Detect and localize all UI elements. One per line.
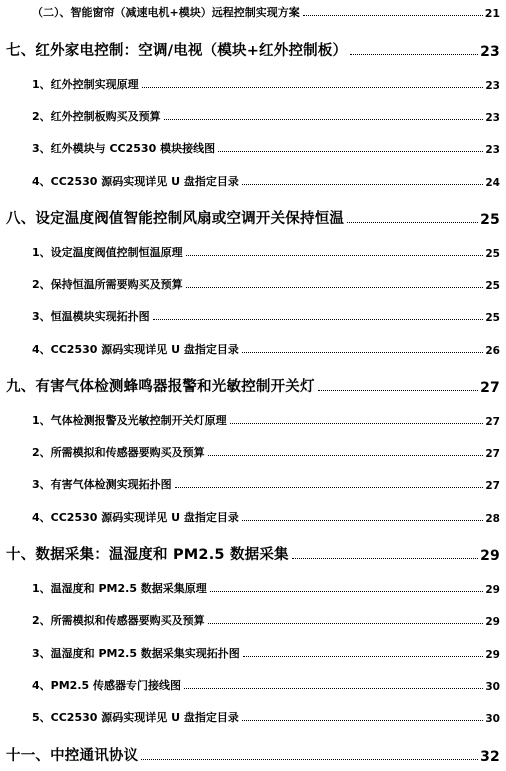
toc-leader-dots bbox=[184, 688, 483, 689]
toc-entry[interactable] bbox=[0, 675, 506, 693]
toc-leader-dots bbox=[175, 487, 484, 488]
toc-leader-dots bbox=[230, 423, 484, 424]
toc-entry[interactable] bbox=[0, 474, 506, 492]
toc-leader-dots bbox=[242, 352, 484, 353]
toc-page-number: 29 bbox=[485, 584, 500, 596]
toc-entry-title: 3、温湿度和 PM2.5 数据采集实现拓扑图 bbox=[32, 647, 240, 660]
toc-leader-dots bbox=[186, 255, 484, 256]
toc-entry[interactable] bbox=[0, 2, 506, 20]
toc-entry[interactable] bbox=[0, 138, 506, 156]
toc-leader-dots bbox=[218, 151, 483, 152]
toc-entry[interactable] bbox=[0, 74, 506, 92]
toc-entry-title: 4、CC2530 源码实现详见 U 盘指定目录 bbox=[32, 511, 239, 524]
toc-entry-title: 2、所需模拟和传感器要购买及预算 bbox=[32, 614, 205, 627]
toc-page-number: 23 bbox=[485, 80, 500, 92]
toc-entry[interactable] bbox=[0, 707, 506, 725]
toc-leader-dots bbox=[292, 558, 478, 559]
toc-entry[interactable] bbox=[0, 242, 506, 260]
toc-page-number: 27 bbox=[485, 480, 500, 492]
toc-entry-title: 3、恒温模块实现拓扑图 bbox=[32, 310, 150, 323]
toc-page-number: 25 bbox=[485, 248, 500, 260]
toc-entry[interactable] bbox=[0, 410, 506, 428]
toc-entry-title: 2、所需模拟和传感器要购买及预算 bbox=[32, 446, 205, 459]
toc-leader-dots bbox=[153, 319, 484, 320]
toc-entry-title: 4、PM2.5 传感器专门接线图 bbox=[32, 679, 181, 692]
toc-leader-dots bbox=[347, 222, 478, 223]
toc-page-number: 28 bbox=[485, 513, 500, 525]
toc-entry-title: （二）、智能窗帘（减速电机+模块）远程控制实现方案 bbox=[32, 6, 300, 19]
toc-entry-title: 4、CC2530 源码实现详见 U 盘指定目录 bbox=[32, 343, 239, 356]
toc-chapter-entry[interactable] bbox=[0, 542, 506, 564]
toc-page-number: 21 bbox=[484, 7, 500, 20]
toc-page-number: 26 bbox=[485, 345, 500, 357]
toc-entry[interactable] bbox=[0, 578, 506, 596]
toc-leader-dots bbox=[210, 591, 484, 592]
toc-page-number: 30 bbox=[485, 681, 500, 693]
toc-leader-dots bbox=[208, 623, 484, 624]
toc-leader-dots bbox=[243, 656, 484, 657]
toc-entry[interactable] bbox=[0, 442, 506, 460]
toc-leader-dots bbox=[142, 87, 484, 88]
toc-page-number: 25 bbox=[485, 312, 500, 324]
toc-entry[interactable] bbox=[0, 171, 506, 189]
toc-chapter-title: 十、数据采集：温湿度和 PM2.5 数据采集 bbox=[6, 547, 289, 563]
toc-page-number: 32 bbox=[480, 749, 500, 765]
toc-page-number: 30 bbox=[485, 713, 500, 725]
toc-page-number: 27 bbox=[480, 380, 500, 396]
toc-page-number: 29 bbox=[480, 548, 500, 564]
toc-page-number: 24 bbox=[485, 177, 500, 189]
toc-entry-title: 1、红外控制实现原理 bbox=[32, 78, 139, 91]
toc-leader-dots bbox=[141, 759, 478, 760]
toc-entry-title: 2、红外控制板购买及预算 bbox=[32, 110, 161, 123]
toc-chapter-title: 七、红外家电控制：空调/电视（模块+红外控制板） bbox=[6, 43, 348, 59]
toc-chapter-title: 十一、中控通讯协议 bbox=[6, 748, 139, 764]
toc-entry-title: 1、气体检测报警及光敏控制开关灯原理 bbox=[32, 414, 227, 427]
toc-page-number: 23 bbox=[480, 44, 500, 60]
toc-page-number: 25 bbox=[480, 212, 500, 228]
toc-chapter-entry[interactable] bbox=[0, 38, 506, 60]
toc-entry[interactable] bbox=[0, 507, 506, 525]
toc-entry[interactable] bbox=[0, 339, 506, 357]
toc-entry-title: 1、设定温度阀值控制恒温原理 bbox=[32, 246, 183, 259]
toc-entry[interactable] bbox=[0, 306, 506, 324]
toc-leader-dots bbox=[242, 720, 484, 721]
toc-entry[interactable] bbox=[0, 610, 506, 628]
toc-entry[interactable] bbox=[0, 274, 506, 292]
toc-chapter-entry[interactable] bbox=[0, 206, 506, 228]
toc-entry[interactable] bbox=[0, 643, 506, 661]
toc-page-number: 29 bbox=[485, 616, 500, 628]
toc-entry[interactable] bbox=[0, 106, 506, 124]
toc-leader-dots bbox=[242, 184, 484, 185]
toc-entry-title: 3、红外模块与 CC2530 模块接线图 bbox=[32, 142, 216, 155]
toc-leader-dots bbox=[303, 15, 483, 16]
toc-leader-dots bbox=[242, 520, 484, 521]
toc-page-number: 29 bbox=[485, 649, 500, 661]
toc-entry-title: 5、CC2530 源码实现详见 U 盘指定目录 bbox=[32, 711, 239, 724]
toc-page-number: 25 bbox=[485, 280, 500, 292]
toc-chapter-title: 八、设定温度阀值智能控制风扇或空调开关保持恒温 bbox=[6, 211, 345, 227]
toc-leader-dots bbox=[350, 54, 478, 55]
toc-chapter-title: 九、有害气体检测蜂鸣器报警和光敏控制开关灯 bbox=[6, 379, 315, 395]
toc-entry-title: 4、CC2530 源码实现详见 U 盘指定目录 bbox=[32, 175, 239, 188]
toc-leader-dots bbox=[208, 455, 484, 456]
toc-leader-dots bbox=[186, 287, 484, 288]
toc-page-number: 23 bbox=[485, 112, 500, 124]
toc-page-number: 27 bbox=[485, 416, 500, 428]
toc-entry-title: 1、温湿度和 PM2.5 数据采集原理 bbox=[32, 582, 207, 595]
toc-entry-title: 2、保持恒温所需要购买及预算 bbox=[32, 278, 183, 291]
toc-page-number: 23 bbox=[485, 144, 500, 156]
toc-chapter-entry[interactable] bbox=[0, 743, 506, 765]
toc-page-number: 27 bbox=[485, 448, 500, 460]
toc-leader-dots bbox=[164, 119, 484, 120]
toc-chapter-entry[interactable] bbox=[0, 374, 506, 396]
toc-leader-dots bbox=[318, 390, 478, 391]
toc-entry-title: 3、有害气体检测实现拓扑图 bbox=[32, 478, 172, 491]
